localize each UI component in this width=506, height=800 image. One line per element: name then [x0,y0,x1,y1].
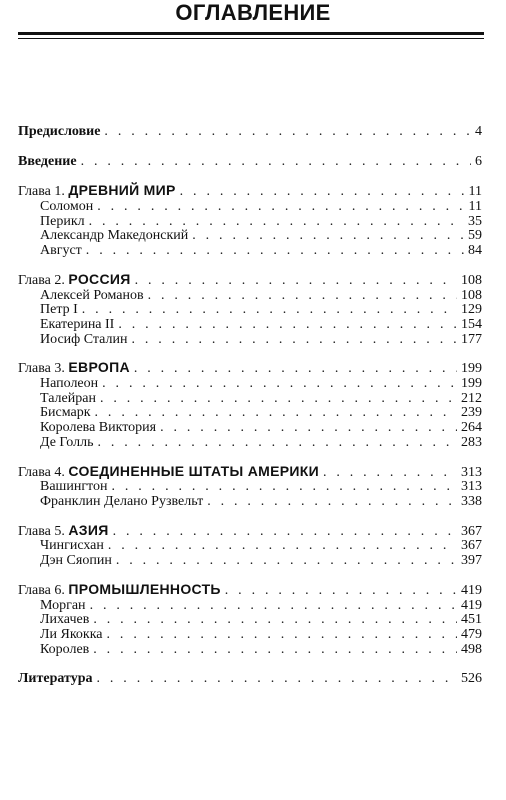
toc-chapter-3-item-2-label [40,405,91,421]
toc-chapter-4-item-0-leader-dots [111,479,457,495]
toc-chapter-5-page-number: 367 [461,524,482,539]
toc-chapter-2-item-0-page-number: 108 [461,288,482,303]
toc-chapter-6-item-3[interactable] [0,642,506,658]
toc-chapter-3-item-3-label [40,420,156,436]
toc-chapter-4-item-1-page-number: 338 [461,494,482,509]
section-title: Екатерина II [40,317,115,332]
toc-chapter-1-item-3-label [40,243,82,259]
toc-chapter-5-item-0-label [40,538,104,554]
chapter-title: АЗИЯ [68,522,109,538]
section-title: Лихачев [40,612,90,627]
toc-chapter-3-item-0-label [40,376,98,392]
toc-chapter-3-page-number: 199 [461,361,482,376]
toc-chapter-2-item-1-page-number: 129 [461,302,482,317]
chapter-title: ПРОМЫШЛЕННОСТЬ [68,581,221,597]
section-title: Алексей Романов [40,288,144,303]
toc-chapter-6-item-0-page-number: 419 [461,598,482,613]
toc-chapter-5-item-1-page-number: 397 [461,553,482,568]
toc-front-0-page-number: 4 [475,124,482,139]
section-title: Наполеон [40,376,99,391]
toc-chapter-3-item-2-leader-dots [95,405,457,421]
chapter-title: РОССИЯ [68,271,131,287]
section-title: Королев [40,642,90,657]
toc-chapter-3-item-4-label [40,435,93,451]
chapter-prefix: Глава 3. [18,361,69,376]
toc-chapter-2[interactable] [0,273,506,289]
chapter-title: ДРЕВНИЙ МИР [68,182,176,198]
toc-chapter-6-item-3-label [40,642,89,658]
section-title: Талейран [40,391,96,406]
section-title: Перикл [40,214,85,229]
toc-front-0[interactable] [0,124,506,140]
toc-chapter-1-item-0[interactable] [0,199,506,215]
toc-chapter-3-item-0-page-number: 199 [461,376,482,391]
toc-chapter-2-item-2-page-number: 154 [461,317,482,332]
chapter-title: ЕВРОПА [68,359,130,375]
section-title: Франклин Делано Рузвельт [40,494,204,509]
toc-chapter-3-item-2-page-number: 239 [461,405,482,420]
toc-chapter-4-item-0-page-number: 313 [461,479,482,494]
section-title: Александр Македонский [40,228,189,243]
section-title: Петр I [40,302,78,317]
toc-chapter-1-item-2[interactable] [0,228,506,244]
back-entry-title: Литература [18,671,93,686]
section-title: Ли Якокка [40,627,103,642]
toc-chapter-4-item-0-label [40,479,107,495]
toc-chapter-4-page-number: 313 [461,465,482,480]
toc-chapter-2-item-3-page-number: 177 [461,332,482,347]
toc-chapter-6-item-1-page-number: 451 [461,612,482,627]
toc-chapter-3-item-4-page-number: 283 [461,435,482,450]
toc-chapter-6-item-3-page-number: 498 [461,642,482,657]
chapter-title: СОЕДИНЕННЫЕ ШТАТЫ АМЕРИКИ [68,463,319,479]
toc-chapter-1-item-0-label [40,199,93,215]
toc-chapter-2-item-2[interactable] [0,317,506,333]
toc-chapter-1-item-3-leader-dots [86,243,464,259]
toc-chapter-6-item-2[interactable] [0,627,506,643]
toc-chapter-2-item-3-label [40,332,128,348]
toc-chapter-1-item-2-label [40,228,188,244]
front-entry-title: Введение [18,154,77,169]
toc-chapter-2-page-number: 108 [461,273,482,288]
chapter-prefix: Глава 5. [18,524,69,539]
toc-chapter-3-item-0[interactable] [0,376,506,392]
chapter-prefix: Глава 4. [18,465,69,480]
toc-chapter-3-item-3-page-number: 264 [461,420,482,435]
toc-chapter-2-item-3-leader-dots [132,332,458,348]
toc-chapter-1[interactable] [0,184,506,200]
toc-chapter-4-item-1-leader-dots [207,494,457,510]
toc-chapter-1-item-3[interactable] [0,243,506,259]
section-title: Бисмарк [40,405,91,420]
chapter-prefix: Глава 2. [18,273,69,288]
toc-chapter-5-item-0-leader-dots [108,538,457,554]
toc-front-1-leader-dots [81,154,471,170]
section-title: Иосиф Сталин [40,332,128,347]
toc-chapter-6-item-1[interactable] [0,612,506,628]
toc-chapter-4-item-1-label [40,494,203,510]
toc-chapter-2-item-1[interactable] [0,302,506,318]
toc-chapter-6-item-1-leader-dots [93,612,457,628]
toc-chapter-4-item-1[interactable] [0,494,506,510]
toc-chapter-3-item-2[interactable] [0,405,506,421]
toc-chapter-1-item-1-page-number: 35 [468,214,482,229]
section-title: Чингисхан [40,538,104,553]
toc-chapter-6-page-number: 419 [461,583,482,598]
toc-chapter-2-label [18,271,131,289]
toc-back-0-page-number: 526 [461,671,482,686]
toc-chapter-2-item-3[interactable] [0,332,506,348]
toc-chapter-2-item-2-label [40,317,114,333]
toc-front-1-page-number: 6 [475,154,482,169]
toc-chapter-2-item-2-leader-dots [118,317,457,333]
toc-back-0-leader-dots [97,671,458,687]
chapter-prefix: Глава 6. [18,583,69,598]
toc-chapter-2-leader-dots [135,273,457,289]
toc-chapter-5-item-1-label [40,553,112,569]
toc-chapter-1-item-2-leader-dots [192,228,464,244]
toc-chapter-2-item-1-label [40,302,78,318]
section-title: Вашингтон [40,479,108,494]
toc-chapter-1-item-3-page-number: 84 [468,243,482,258]
toc-chapter-3-label [18,359,130,377]
toc-chapter-3-item-4[interactable] [0,435,506,451]
toc-chapter-1-item-0-page-number: 11 [468,199,482,214]
toc-chapter-1-leader-dots [180,184,465,200]
toc-chapter-6-item-2-leader-dots [107,627,457,643]
toc-chapter-6-item-3-leader-dots [93,642,457,658]
toc-chapter-3-leader-dots [134,361,457,377]
toc-back-0-label [18,671,93,687]
toc-chapter-6[interactable] [0,583,506,599]
section-title: Морган [40,598,86,613]
toc-chapter-1-item-0-leader-dots [97,199,464,215]
chapter-prefix: Глава 1. [18,184,69,199]
section-title: Дэн Сяопин [40,553,112,568]
toc-chapter-6-label [18,581,221,599]
toc-chapter-6-item-2-label [40,627,103,643]
toc-chapter-3[interactable] [0,361,506,377]
toc-chapter-1-page-number: 11 [468,184,482,199]
front-entry-title: Предисловие [18,124,101,139]
toc-chapter-3-item-3[interactable] [0,420,506,436]
toc-chapter-6-item-1-label [40,612,89,628]
toc-chapter-1-item-2-page-number: 59 [468,228,482,243]
toc-back-0[interactable] [0,671,506,687]
toc-chapter-5-item-0-page-number: 367 [461,538,482,553]
toc-chapter-1-label [18,182,176,200]
toc-chapter-3-item-4-leader-dots [97,435,457,451]
section-title: Королева Виктория [40,420,157,435]
toc-front-1[interactable] [0,154,506,170]
section-title: Соломон [40,199,94,214]
toc-chapter-6-leader-dots [225,583,457,599]
toc-chapter-5-item-0[interactable] [0,538,506,554]
toc-chapter-2-item-1-leader-dots [82,302,457,318]
toc-chapter-3-item-1-page-number: 212 [461,391,482,406]
toc-chapter-4-item-0[interactable] [0,479,506,495]
toc-front-1-label [18,154,77,170]
toc-chapter-5-item-1-leader-dots [116,553,457,569]
page-title: ОГЛАВЛЕНИЕ [175,0,331,25]
toc-front-0-leader-dots [104,124,471,140]
toc-chapter-3-item-0-leader-dots [102,376,457,392]
toc-chapter-3-item-3-leader-dots [160,420,457,436]
section-title: Август [40,243,82,258]
toc-chapter-5-item-1[interactable] [0,553,506,569]
toc-front-0-label [18,124,100,140]
toc-chapter-6-item-2-page-number: 479 [461,627,482,642]
section-title: Де Голль [40,435,94,450]
